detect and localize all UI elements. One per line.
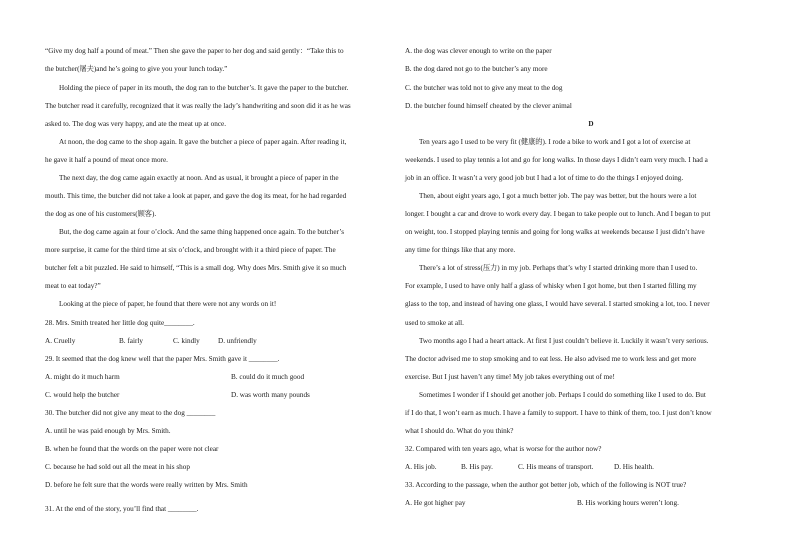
passage-line: For example, I used to have only half a glass of whisky when I got home, but then I started filling my (405, 282, 697, 290)
story-line: mouth. This time, the butcher did not take a look at paper, and gave the dog its meat, for he had regarded (45, 192, 347, 200)
question-33-stem: 33. According to the passage, when the author got better job, which of the following is NOT true? (405, 481, 687, 489)
story-line: he gave it half a pound of meat once more. (45, 156, 168, 164)
passage-line: There’s a lot of stress(压力) in my job. Perhaps that’s why I started drinking more than I used to. (419, 264, 698, 272)
question-32-stem: 32. Compared with ten years ago, what is worse for the author now? (405, 445, 602, 453)
q28-option-d: D. unfriendly (218, 337, 257, 345)
q29-option-c: C. would help the butcher (45, 391, 120, 399)
question-31-stem: 31. At the end of the story, you’ll find that ________. (45, 505, 199, 513)
story-line: At noon, the dog came to the shop again. It gave the butcher a piece of paper again. After reading it, (59, 138, 347, 146)
passage-line: Ten years ago I used to be very fit (健康的). I rode a bike to work and I got a lot of exercise at (419, 138, 691, 146)
q31-option-a: A. the dog was clever enough to write on the paper (405, 47, 552, 55)
passage-line: if I do that, I won’t earn as much. I have a family to support. I have to think of them, too. I just don’t know (405, 409, 712, 417)
q31-option-b: B. the dog dared not go to the butcher’s any more (405, 65, 548, 73)
q32-option-a: A. His job. (405, 463, 437, 471)
passage-line: exercise. But I just haven’t any time! My job takes everything out of me! (405, 373, 615, 381)
passage-line: glass to the top, and instead of having one glass, I would have several. I started smoking a lot, too. I never (405, 300, 710, 308)
q31-option-d: D. the butcher found himself cheated by the clever animal (405, 102, 572, 110)
q31-option-c: C. the butcher was told not to give any meat to the dog (405, 84, 563, 92)
question-28-stem: 28. Mrs. Smith treated her little dog quite________. (45, 319, 195, 327)
q29-option-b: B. could do it much good (231, 373, 305, 381)
story-line: But, the dog came again at four o’clock. And the same thing happened once again. To the butcher’s (59, 228, 345, 236)
section-heading: D (588, 120, 594, 128)
q32-option-b: B. His pay. (461, 463, 493, 471)
passage-line: Two months ago I had a heart attack. At first I just couldn’t believe it. Luckily it wasn’t very serious. (419, 337, 709, 345)
story-line: butcher felt a bit puzzled. He said to himself, “This is a small dog. Why does Mrs. Smith give it so much (45, 264, 347, 272)
passage-line: job in an office. It wasn’t a very good job but I had a lot of time to do the things I enjoyed doing. (405, 174, 684, 182)
question-30-stem: 30. The butcher did not give any meat to the dog ________ (45, 409, 216, 417)
story-line: Holding the piece of paper in its mouth, the dog ran to the butcher’s. It gave the paper to the butcher. (59, 84, 349, 92)
story-line: the dog as one of his customers(顾客). (45, 210, 157, 218)
passage-line: The doctor advised me to stop smoking and to eat less. He also advised me to work less and get more (405, 355, 697, 363)
q29-option-a: A. might do it much harm (45, 373, 120, 381)
q30-option-a: A. until he was paid enough by Mrs. Smith. (45, 427, 171, 435)
q28-option-a: A. Cruelly (45, 337, 76, 345)
q30-option-d: D. before he felt sure that the words were really written by Mrs. Smith (45, 481, 248, 489)
passage-line: what I should do. What do you think? (405, 427, 514, 435)
passage-line: any time for things like that any more. (405, 246, 516, 254)
passage-line: Sometimes I wonder if I should get another job. Perhaps I could do something like I used to do. But (419, 391, 706, 399)
q33-option-b: B. His working hours weren’t long. (577, 499, 679, 507)
story-line: the butcher(屠夫)and he’s going to give you your lunch today.” (45, 65, 228, 73)
q29-option-d: D. was worth many pounds (231, 391, 310, 399)
story-line: The butcher read it carefully, recognized that it was really the lady’s handwriting and soon did it as he was (45, 102, 351, 110)
story-line: The next day, the dog came again exactly at noon. And as usual, it brought a piece of paper in the (59, 174, 339, 182)
q30-option-c: C. because he had sold out all the meat in his shop (45, 463, 190, 471)
passage-line: weekends. I used to play tennis a lot and go for long walks. In those days I didn’t earn very much. I had a (405, 156, 708, 164)
passage-line: on weight, too. I stopped playing tennis and going for long walks at weekends because I just didn’t have (405, 228, 705, 236)
q28-option-c: C. kindly (173, 337, 200, 345)
story-line: “Give my dog half a pound of meat.” Then she gave the paper to her dog and said gently：“Take this to (45, 47, 344, 55)
passage-line: used to smoke at all. (405, 319, 464, 327)
passage-line: longer. I bought a car and drove to work every day. I began to take people out to lunch. And I began to put (405, 210, 711, 218)
q32-option-c: C. His means of transport. (518, 463, 594, 471)
q32-option-d: D. His health. (614, 463, 654, 471)
q30-option-b: B. when he found that the words on the paper were not clear (45, 445, 219, 453)
story-line: asked to. The dog was very happy, and ate the meat up at once. (45, 120, 227, 128)
story-line: meat to eat today?” (45, 282, 101, 290)
question-29-stem: 29. It seemed that the dog knew well that the paper Mrs. Smith gave it ________. (45, 355, 280, 363)
passage-line: Then, about eight years ago, I got a much better job. The pay was better, but the hours were a lot (419, 192, 697, 200)
q33-option-a: A. He got higher pay (405, 499, 466, 507)
q28-option-b: B. fairly (119, 337, 143, 345)
story-line: Looking at the piece of paper, he found that there were not any words on it! (59, 300, 277, 308)
story-line: more surprise, it came for the third time at six o’clock, and brought with it a third piece of paper. The (45, 246, 336, 254)
